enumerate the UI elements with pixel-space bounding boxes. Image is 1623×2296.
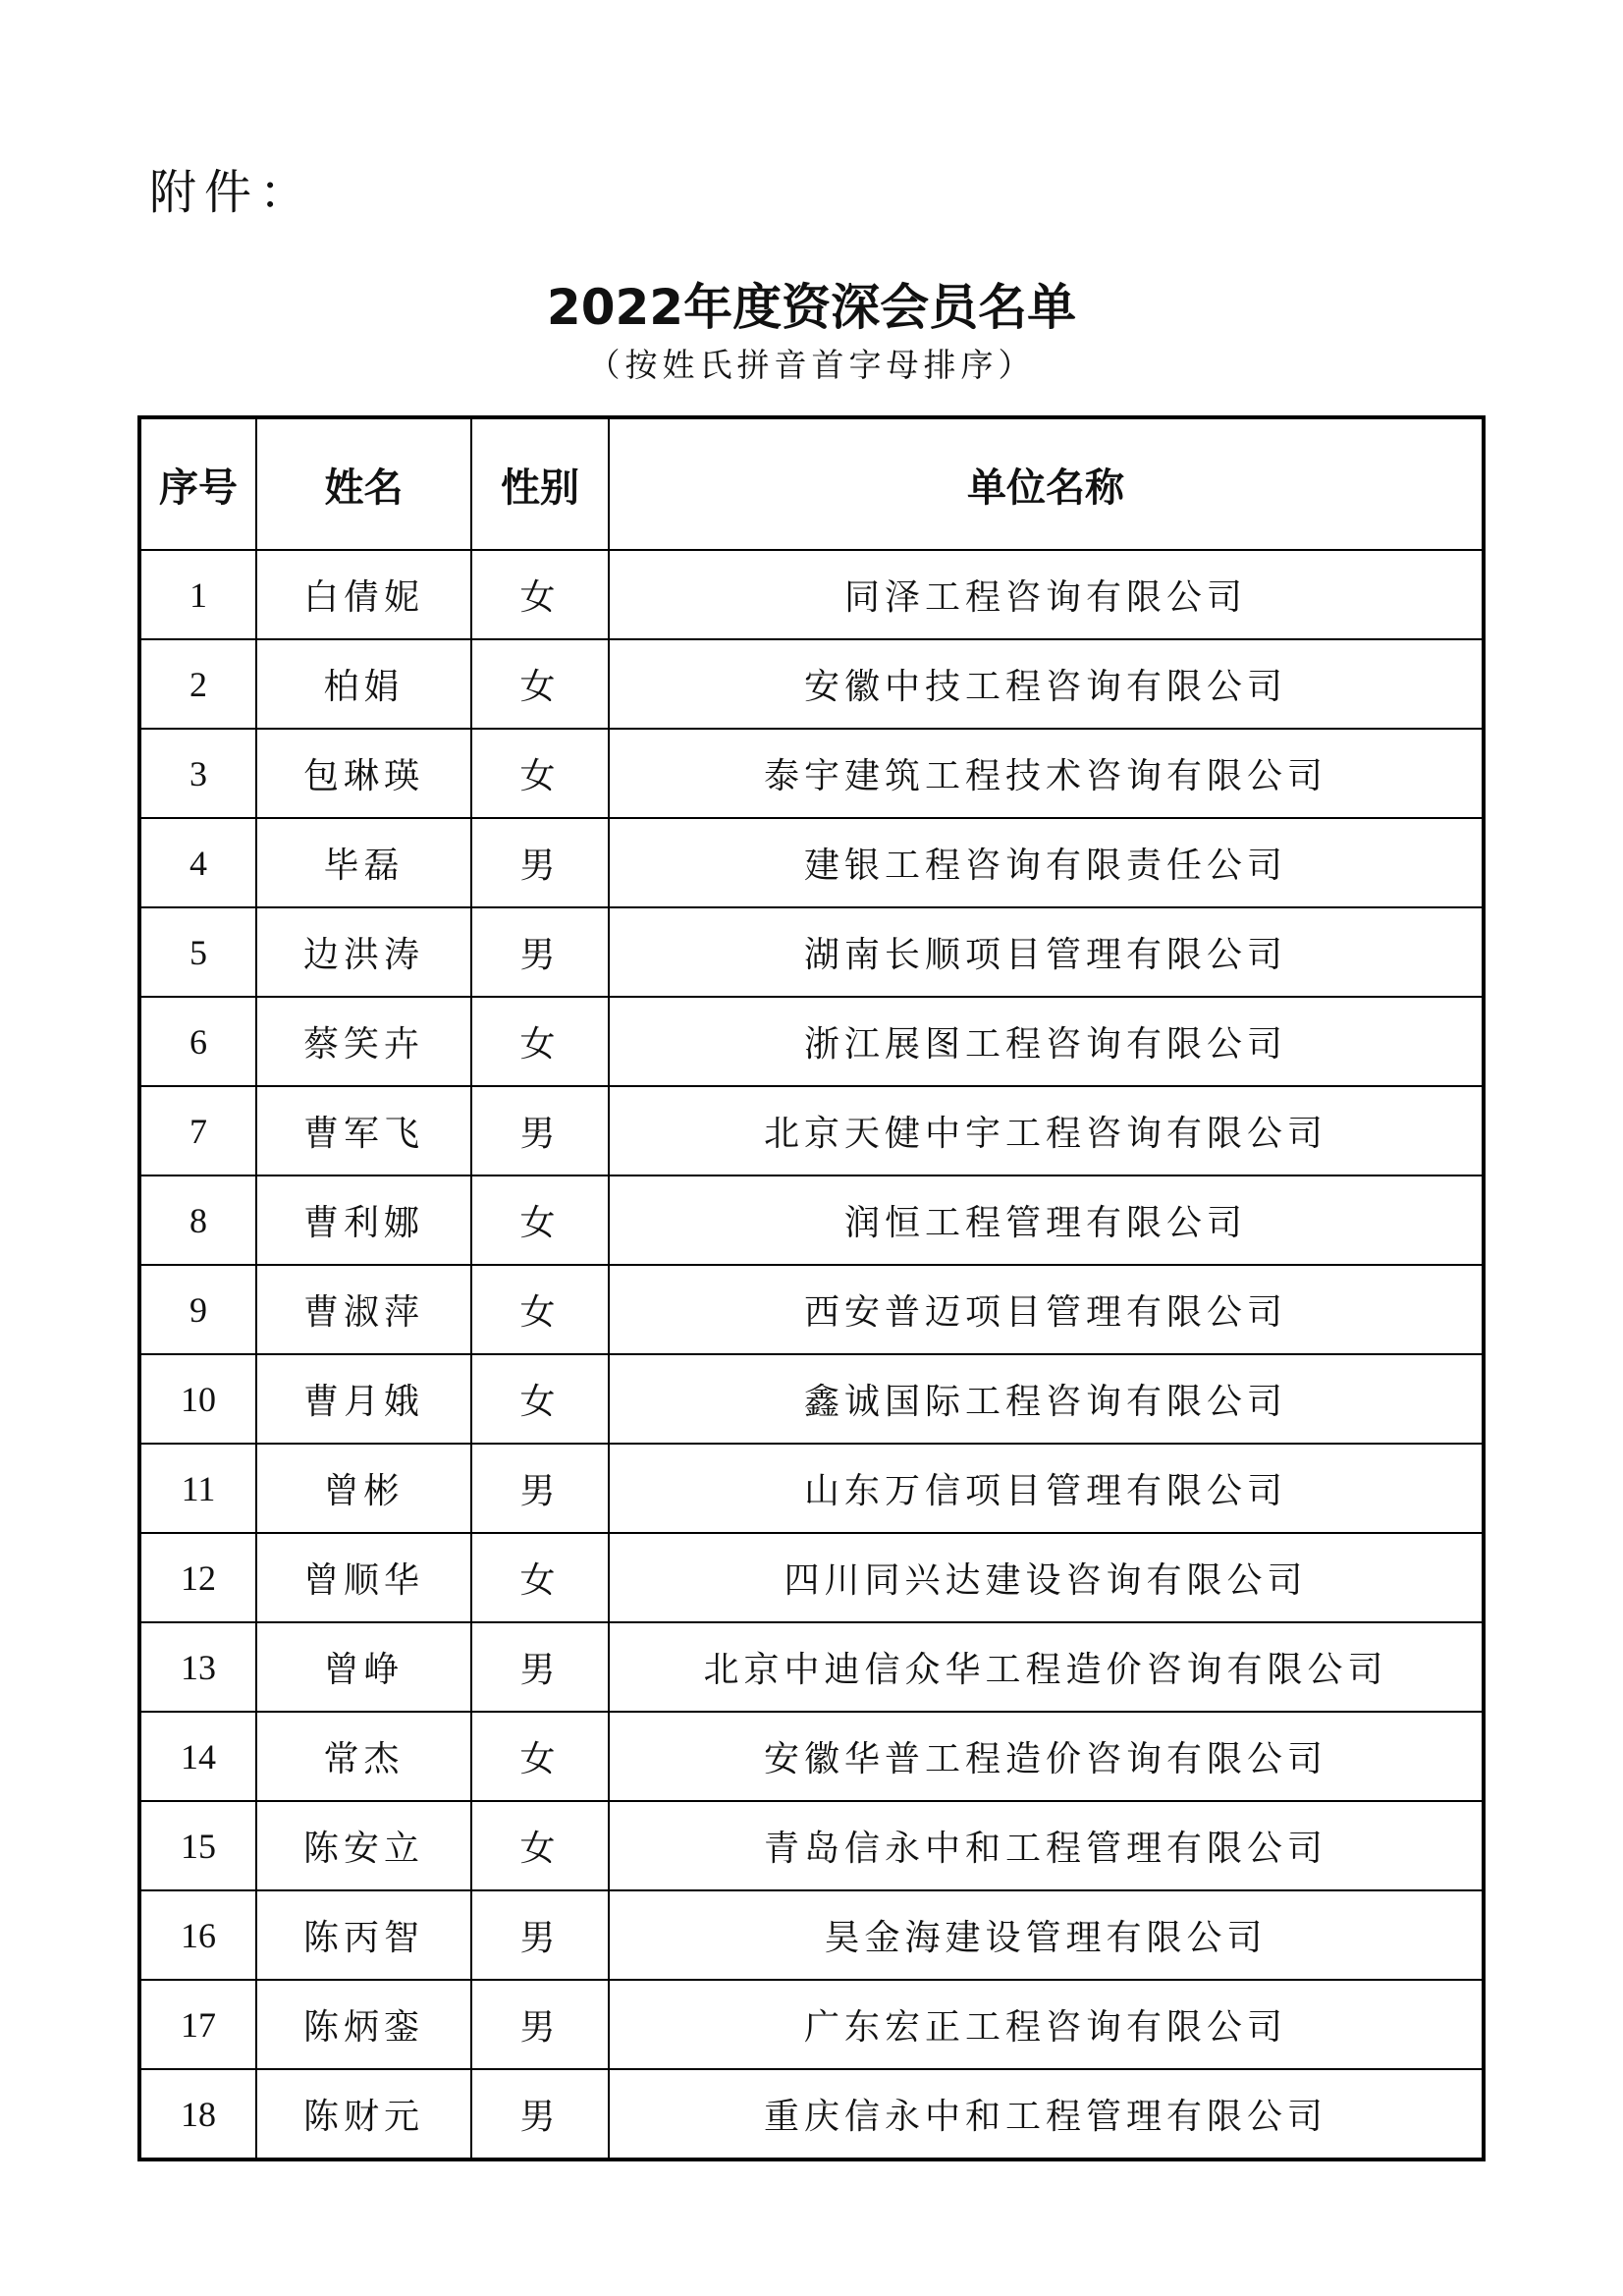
table-header-row	[141, 419, 1482, 550]
column-header-name: 姓名	[256, 419, 471, 550]
member-gender: 男	[471, 1086, 609, 1175]
member-unit: 泰宇建筑工程技术咨询有限公司	[609, 729, 1482, 818]
member-gender: 女	[471, 1354, 609, 1444]
member-gender: 女	[471, 997, 609, 1086]
table-row	[141, 1444, 1482, 1533]
member-name: 白倩妮	[256, 550, 471, 639]
table-row	[141, 1354, 1482, 1444]
row-number: 14	[141, 1712, 256, 1801]
table-row	[141, 997, 1482, 1086]
member-name: 曹月娥	[256, 1354, 471, 1444]
member-unit: 安徽中技工程咨询有限公司	[609, 639, 1482, 729]
member-unit: 浙江展图工程咨询有限公司	[609, 997, 1482, 1086]
table-row	[141, 729, 1482, 818]
member-gender: 女	[471, 1533, 609, 1622]
member-name: 陈安立	[256, 1801, 471, 1890]
member-unit: 昊金海建设管理有限公司	[609, 1890, 1482, 1980]
table-row	[141, 2069, 1482, 2158]
member-name: 曾峥	[256, 1622, 471, 1712]
member-unit: 润恒工程管理有限公司	[609, 1175, 1482, 1265]
row-number: 2	[141, 639, 256, 729]
member-gender: 女	[471, 729, 609, 818]
member-name: 陈炳銮	[256, 1980, 471, 2069]
column-header-number: 序号	[141, 419, 256, 550]
row-number: 10	[141, 1354, 256, 1444]
member-name: 常杰	[256, 1712, 471, 1801]
member-gender: 女	[471, 1712, 609, 1801]
row-number: 1	[141, 550, 256, 639]
member-name: 包琳瑛	[256, 729, 471, 818]
member-unit: 湖南长顺项目管理有限公司	[609, 907, 1482, 997]
table-row	[141, 550, 1482, 639]
document-title: 2022年度资深会员名单	[546, 279, 1077, 336]
attachment-label: 附件：	[149, 165, 315, 220]
row-number: 16	[141, 1890, 256, 1980]
table-body	[141, 550, 1482, 2158]
member-unit: 四川同兴达建设咨询有限公司	[609, 1533, 1482, 1622]
document-subtitle: （按姓氏拼音首字母排序）	[587, 346, 1036, 384]
member-gender: 男	[471, 1444, 609, 1533]
member-name: 曹淑萍	[256, 1265, 471, 1354]
member-gender: 男	[471, 2069, 609, 2158]
member-table	[141, 419, 1482, 2158]
member-unit: 北京中迪信众华工程造价咨询有限公司	[609, 1622, 1482, 1712]
column-header-unit: 单位名称	[609, 419, 1482, 550]
table-row	[141, 1980, 1482, 2069]
row-number: 18	[141, 2069, 256, 2158]
member-gender: 男	[471, 1622, 609, 1712]
member-name: 曾彬	[256, 1444, 471, 1533]
row-number: 3	[141, 729, 256, 818]
member-gender: 女	[471, 1265, 609, 1354]
table-row	[141, 1622, 1482, 1712]
member-name: 蔡笑卉	[256, 997, 471, 1086]
row-number: 11	[141, 1444, 256, 1533]
table-row	[141, 639, 1482, 729]
member-unit: 北京天健中宇工程咨询有限公司	[609, 1086, 1482, 1175]
member-gender: 男	[471, 1980, 609, 2069]
member-unit: 同泽工程咨询有限公司	[609, 550, 1482, 639]
row-number: 9	[141, 1265, 256, 1354]
row-number: 13	[141, 1622, 256, 1712]
table-row	[141, 1712, 1482, 1801]
member-table-frame	[137, 415, 1486, 2161]
table-row	[141, 1265, 1482, 1354]
table-row	[141, 1086, 1482, 1175]
member-name: 陈丙智	[256, 1890, 471, 1980]
member-unit: 青岛信永中和工程管理有限公司	[609, 1801, 1482, 1890]
member-name: 边洪涛	[256, 907, 471, 997]
table-row	[141, 818, 1482, 907]
member-gender: 女	[471, 639, 609, 729]
row-number: 6	[141, 997, 256, 1086]
member-unit: 安徽华普工程造价咨询有限公司	[609, 1712, 1482, 1801]
row-number: 8	[141, 1175, 256, 1265]
row-number: 5	[141, 907, 256, 997]
member-name: 曾顺华	[256, 1533, 471, 1622]
member-gender: 男	[471, 818, 609, 907]
table-row	[141, 1175, 1482, 1265]
column-header-gender: 性别	[471, 419, 609, 550]
member-unit: 鑫诚国际工程咨询有限公司	[609, 1354, 1482, 1444]
row-number: 17	[141, 1980, 256, 2069]
member-name: 陈财元	[256, 2069, 471, 2158]
table-row	[141, 1801, 1482, 1890]
table-row	[141, 907, 1482, 997]
member-gender: 男	[471, 1890, 609, 1980]
member-unit: 建银工程咨询有限责任公司	[609, 818, 1482, 907]
row-number: 4	[141, 818, 256, 907]
member-name: 毕磊	[256, 818, 471, 907]
member-unit: 山东万信项目管理有限公司	[609, 1444, 1482, 1533]
table-row	[141, 1533, 1482, 1622]
member-gender: 女	[471, 1175, 609, 1265]
member-gender: 女	[471, 1801, 609, 1890]
member-name: 曹利娜	[256, 1175, 471, 1265]
member-unit: 广东宏正工程咨询有限公司	[609, 1980, 1482, 2069]
member-gender: 女	[471, 550, 609, 639]
member-gender: 男	[471, 907, 609, 997]
row-number: 7	[141, 1086, 256, 1175]
member-unit: 重庆信永中和工程管理有限公司	[609, 2069, 1482, 2158]
member-name: 曹军飞	[256, 1086, 471, 1175]
member-name: 柏娟	[256, 639, 471, 729]
row-number: 12	[141, 1533, 256, 1622]
row-number: 15	[141, 1801, 256, 1890]
member-unit: 西安普迈项目管理有限公司	[609, 1265, 1482, 1354]
table-row	[141, 1890, 1482, 1980]
